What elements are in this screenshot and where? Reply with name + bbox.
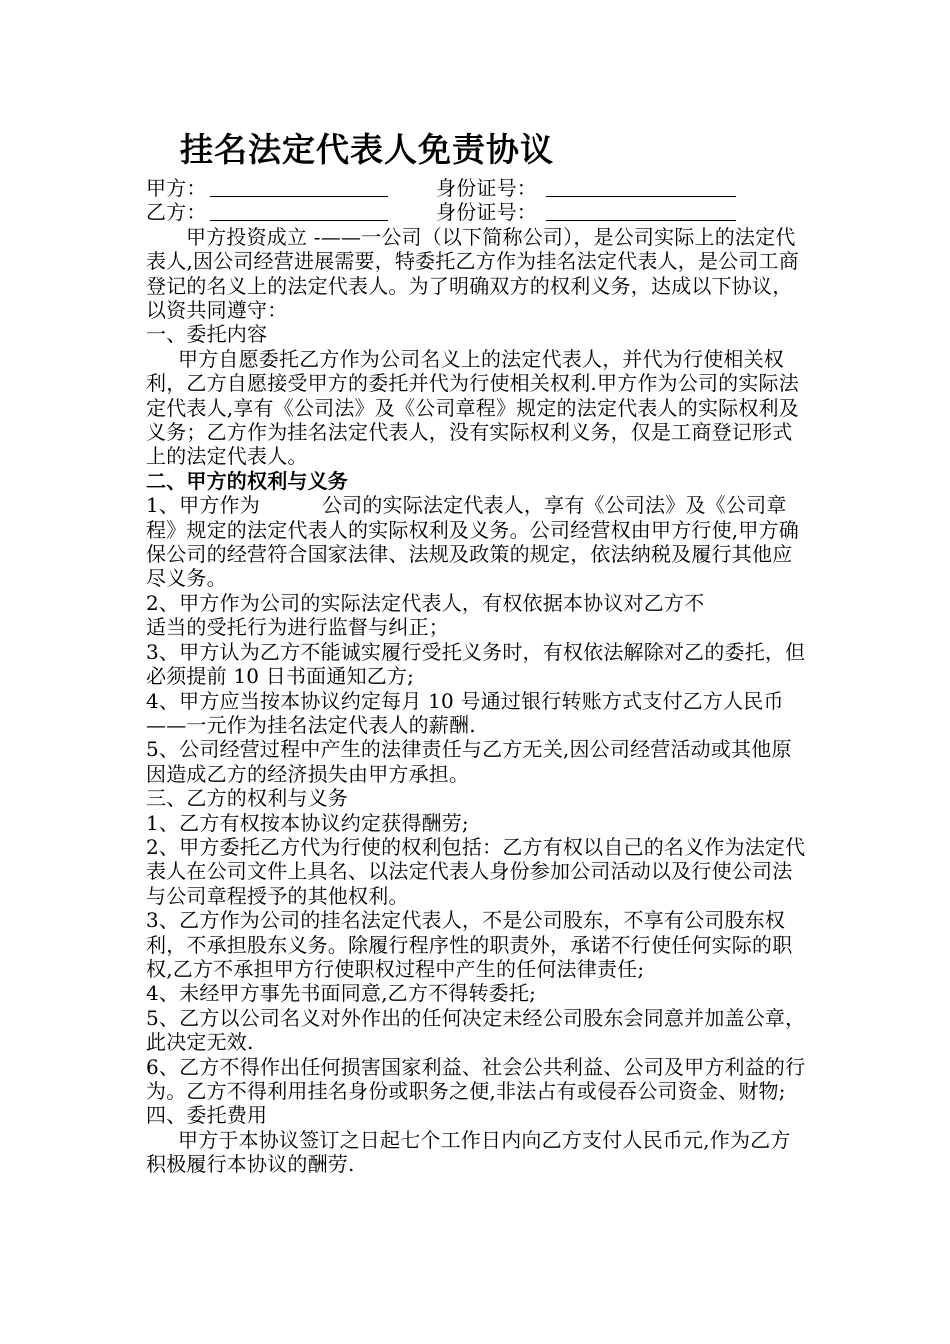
section-2-item-5: 5、公司经营过程中产生的法律责任与乙方无关,因公司经营活动或其他原因造成乙方的经济损失由甲方承担。 bbox=[146, 737, 792, 786]
section-2-item-3: 3、甲方认为乙方不能诚实履行受托义务时，有权依法解除对乙的委托，但必须提前 10 日书面通知乙方; bbox=[146, 639, 806, 689]
party-b-label: 乙方： bbox=[146, 200, 207, 225]
party-b-name-blank bbox=[210, 220, 388, 221]
party-a-name-blank bbox=[210, 196, 388, 197]
party-a-id-blank bbox=[546, 196, 736, 197]
section-3-heading: 三、乙方的权利与义务 bbox=[146, 786, 348, 811]
section-1-heading: 一、委托内容 bbox=[146, 322, 268, 347]
section-4-body: 甲方于本协议签订之日起七个工作日内向乙方支付人民币元,作为乙方积极履行本协议的酬劳. bbox=[146, 1127, 791, 1177]
document-body bbox=[146, 176, 810, 1177]
party-b-row bbox=[146, 200, 810, 224]
section-3-item-5: 5、乙方以公司名义对外作出的任何决定未经公司股东会同意并加盖公章，此决定无效. bbox=[146, 1005, 806, 1055]
section-2-item-1-rest: 公司的实际法定代表人，享有《公司法》及《公司章程》规定的法定代表人的实际权利及义务。公司经营权由甲方行使,甲方确保公司的经营符合国家法律、法规及政策的规定，依法纳税及履行其他应尽义务。 bbox=[146, 493, 799, 591]
section-3-item-6: 6、乙方不得作出任何损害国家利益、社会公共利益、公司及甲方利益的行为。乙方不得利用挂名身份或职务之便,非法占有或侵吞公司资金、财物; bbox=[146, 1054, 806, 1103]
section-2-item-4: 4、甲方应当按本协议约定每月 10 号通过银行转账方式支付乙方人民币——一元作为挂名法定代表人的薪酬. bbox=[146, 688, 784, 737]
section-3-item-4: 4、未经甲方事先书面同意,乙方不得转委托; bbox=[146, 981, 537, 1006]
document-title: 挂名法定代表人免责协议 bbox=[180, 130, 554, 169]
section-2-item-1-start: 1、甲方作为 bbox=[146, 493, 260, 518]
section-3-item-3: 3、乙方作为公司的挂名法定代表人，不是公司股东，不享有公司股东权利，不承担股东义务。除履行程序性的职责外，承诺不行使任何实际的职权,乙方不承担甲方行使职权过程中产生的任何法律责任; bbox=[146, 908, 793, 981]
section-2-item-1 bbox=[146, 493, 810, 591]
intro-paragraph: 甲方投资成立 -——一公司（以下简称公司），是公司实际上的法定代表人,因公司经营进展需要，特委托乙方作为挂名法定代表人，是公司工商登记的名义上的法定代表人。为了明确双方的权利义务，达成以下协议，以资共同遵守： bbox=[146, 224, 799, 322]
section-2-item-2-line-1: 2、甲方作为公司的实际法定代表人，有权依据本协议对乙方不 bbox=[146, 590, 705, 615]
section-2-item-2-line-2: 适当的受托行为进行监督与纠正； bbox=[146, 615, 449, 640]
party-a-id-label: 身份证号： bbox=[436, 176, 537, 200]
section-3-item-2: 2、甲方委托乙方代为行使的权利包括：乙方有权以自己的名义作为法定代表人在公司文件上具名、以法定代表人身份参加公司活动以及行使公司法与公司章程授予的其他权利。 bbox=[146, 834, 806, 908]
party-a-label: 甲方： bbox=[146, 176, 207, 200]
section-2-heading: 二、甲方的权利与义务 bbox=[146, 468, 348, 493]
section-1-body: 甲方自愿委托乙方作为公司名义上的法定代表人，并代为行使相关权利，乙方自愿接受甲方的委托并代为行使相关权利.甲方作为公司的实际法定代表人,享有《公司法》及《公司章程》规定的法定代表人的实际权利及义务；乙方作为挂名法定代表人，没有实际权利义务，仅是工商登记形式上的法定代表人。 bbox=[146, 346, 799, 469]
section-4-heading: 四、委托费用 bbox=[146, 1103, 268, 1128]
party-a-row bbox=[146, 176, 810, 200]
party-b-id-blank bbox=[546, 220, 736, 221]
section-3-item-1: 1、乙方有权按本协议约定获得酬劳; bbox=[146, 810, 469, 835]
party-b-id-label: 身份证号： bbox=[436, 200, 537, 225]
